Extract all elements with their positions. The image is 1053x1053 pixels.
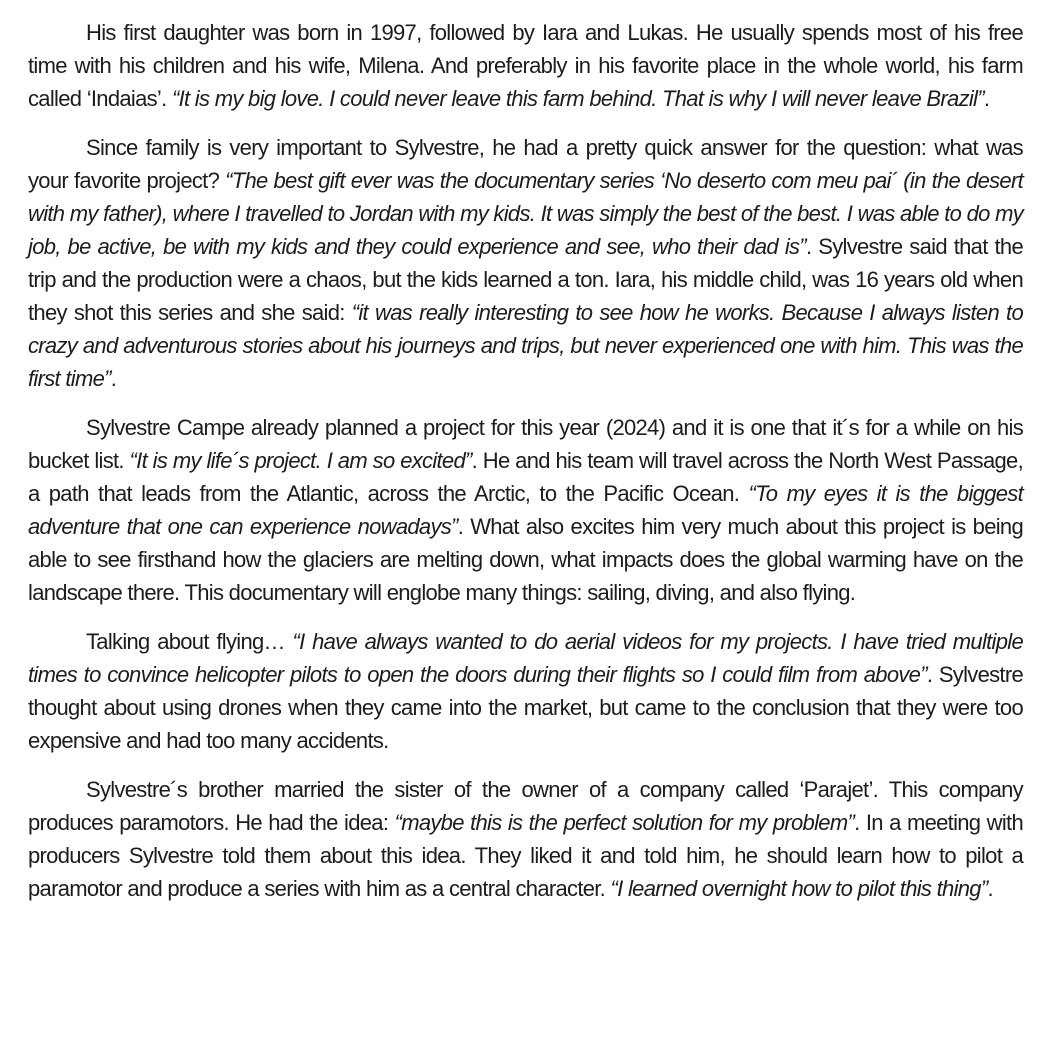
- quote-run: “I have always wanted to do aerial videos for my projects. I have tried multiple times to convince helicopter pilots to open the doors during their flights so I could film from above”: [28, 629, 1023, 687]
- paragraph-parajet: [28, 773, 1023, 905]
- paragraph-favorite-project: [28, 131, 1023, 395]
- text-run: Since family is very important to Sylvestre, he had a pretty quick answer for the question: what was your favorite project?: [28, 135, 1023, 193]
- text-run: .: [983, 86, 990, 111]
- quote-run: “maybe this is the perfect solution for my problem”: [394, 810, 855, 835]
- quote-run: “I learned overnight how to pilot this thing”: [610, 876, 988, 901]
- quote-run: “To my eyes it is the biggest adventure that one can experience nowadays”: [28, 481, 1023, 539]
- text-run: Sylvestre Campe already planned a project for this year (2024) and it is one that it´s for a while on his bucket list.: [28, 415, 1023, 473]
- quote-run: “It is my big love. I could never leave this farm behind. That is why I will never leave Brazil”: [171, 86, 984, 111]
- text-run: His first daughter was born in 1997, followed by Iara and Lukas. He usually spends most of his free time with his children and his wife, Milena. And preferably in his favorite place in the whole world, his farm called ‘Indaias’.: [28, 20, 1023, 111]
- paragraph-northwest-passage: [28, 411, 1023, 609]
- text-run: . In a meeting with producers Sylvestre told them about this idea. They liked it and told him, he should learn how to pilot a paramotor and produce a series with him as a central character.: [28, 810, 1023, 901]
- text-run: . Sylvestre thought about using drones when they came into the market, but came to the conclusion that they were too expensive and had too many accidents.: [28, 662, 1024, 753]
- paragraph-family: [28, 16, 1023, 115]
- quote-run: “The best gift ever was the documentary series ‘No deserto com meu pai´ (in the desert with my father), where I travelled to Jordan with my kids. It was simply the best of the best. I was able to do my job, be active, be with my kids and they could experience and see, who their dad is”: [28, 168, 1023, 259]
- text-run: . He and his team will travel across the North West Passage, a path that leads from the Atlantic, across the Arctic, to the Pacific Ocean.: [28, 448, 1023, 506]
- paragraph-flying: [28, 625, 1023, 757]
- text-run: .: [987, 876, 993, 901]
- text-run: . What also excites him very much about this project is being able to see firsthand how the glaciers are melting down, what impacts does the global warming have on the landscape there. This documentary will englobe many things: sailing, diving, and also flying.: [28, 514, 1024, 605]
- text-run: Sylvestre´s brother married the sister of the owner of a company called ‘Parajet’. This company produces paramotors. He had the idea:: [28, 777, 1023, 835]
- text-run: . Sylvestre said that the trip and the production were a chaos, but the kids learned a ton. Iara, his middle child, was 16 years old when they shot this series and she said:: [28, 234, 1023, 325]
- text-run: .: [110, 366, 117, 391]
- text-run: Talking about flying…: [86, 629, 293, 654]
- quote-run: “it was really interesting to see how he works. Because I always listen to crazy and adventurous stories about his journeys and trips, but never experienced one with him. This was the first time”: [28, 300, 1023, 391]
- quote-run: “It is my life´s project. I am so excited”: [129, 448, 472, 473]
